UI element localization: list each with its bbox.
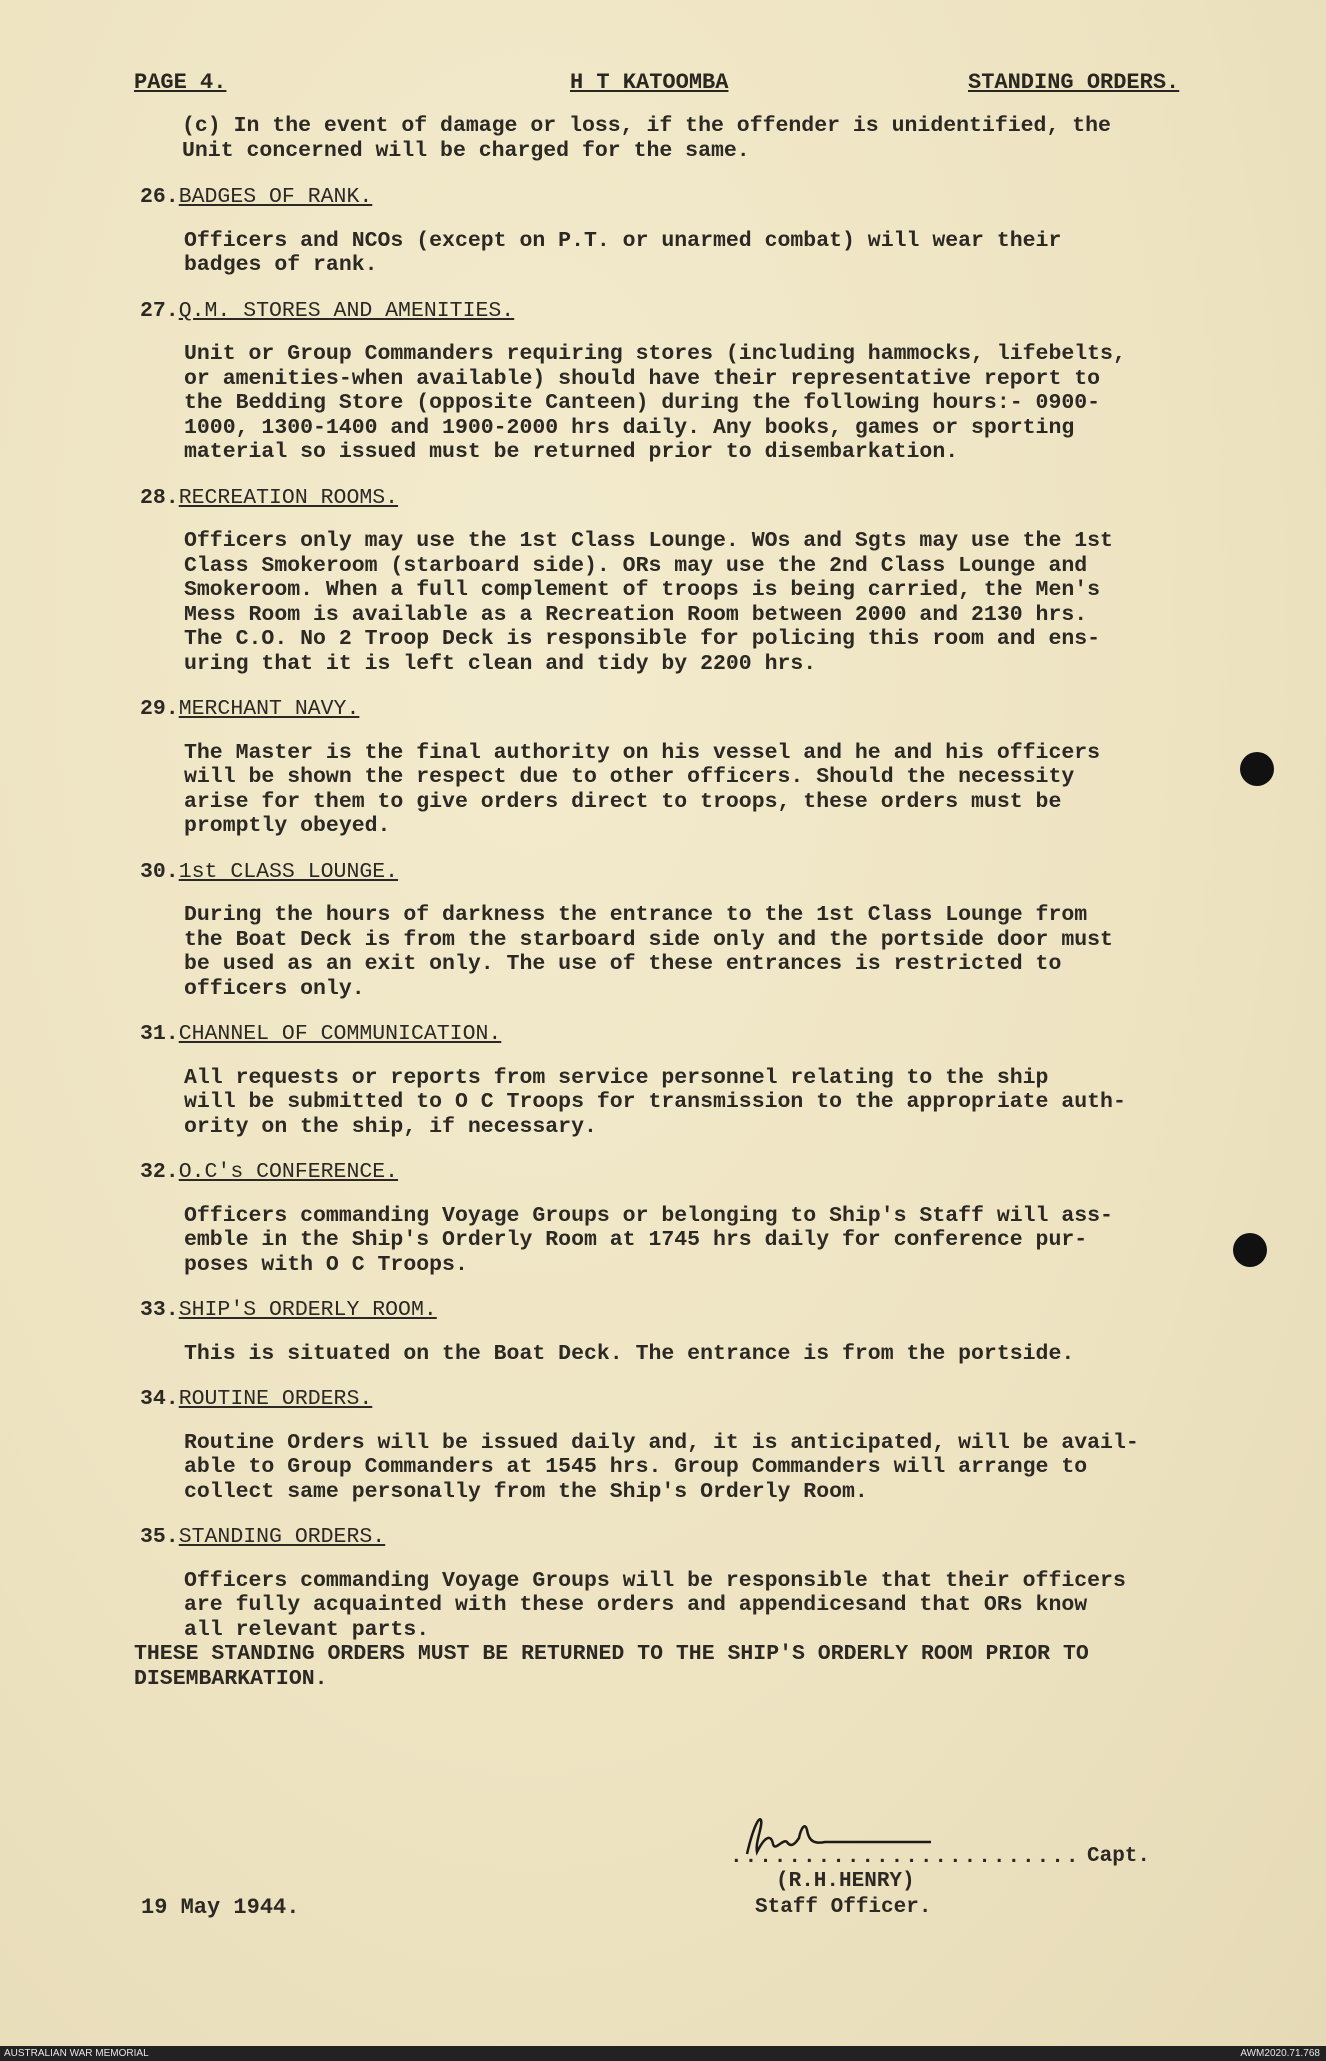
return-notice: THESE STANDING ORDERS MUST BE RETURNED TO THE SHIP'S ORDERLY ROOM PRIOR TO DISEMBARKATION. (134, 1642, 1089, 1691)
section-heading (140, 1022, 1260, 1047)
section-body: Routine Orders will be issued daily and, it is anticipated, will be avail- able to Group Commanders at 1545 hrs. Group Commanders will arrange to collect same personally from the Ship's Orderly Room. (184, 1430, 1139, 1504)
order-section (140, 1298, 1260, 1366)
section-title: RECREATION ROOMS. (178, 485, 399, 510)
section-body: During the hours of darkness the entrance to the 1st Class Lounge from the Boat Deck is from the starboard side only and the portside door must be used as an exit only. The use of these entrances is restricted to officers only. (184, 903, 1113, 1001)
page-header (0, 70, 1326, 100)
section-title: BADGES OF RANK. (178, 185, 373, 209)
order-section (140, 299, 1260, 465)
section-heading (140, 697, 1260, 722)
section-title: O.C's CONFERENCE. (178, 1160, 399, 1184)
signatory-name: (R.H.HENRY) (776, 1870, 915, 1893)
section-body: This is situated on the Boat Deck. The entrance is from the portside. (184, 1341, 1075, 1366)
order-section (140, 1022, 1260, 1139)
section-body: All requests or reports from service personnel relating to the ship will be submitted to O C Troops for transmission to the appropriate auth- ority on the ship, if necessary. (184, 1065, 1126, 1139)
order-section (140, 486, 1260, 677)
section-title: 1st CLASS LOUNGE. (178, 859, 399, 884)
section-body: Officers commanding Voyage Groups will be responsible that their officers are fully acquainted with these orders and appendicesand that ORs know all relevant parts. (184, 1568, 1126, 1642)
section-title: SHIP'S ORDERLY ROOM. (178, 1298, 437, 1322)
orders-body (134, 114, 1260, 1691)
order-section (140, 1525, 1260, 1642)
section-number: 32. (140, 1160, 179, 1184)
section-number: 35. (140, 1525, 179, 1549)
section-number: 33. (140, 1298, 179, 1322)
section-number: 27. (140, 298, 179, 323)
section-body: Unit or Group Commanders requiring stores (including hammocks, lifebelts, or amenities-when available) should have their representative report to the Bedding Store (opposite Canteen) during the following hours:- 0900- 1000, 1300-1400 and 1900-2000 hrs daily. Any books, games or sporting material so issued must be returned prior to disembarkation. (184, 342, 1126, 464)
section-heading (140, 1160, 1260, 1185)
section-number: 29. (140, 697, 179, 721)
order-section (140, 1160, 1260, 1277)
section-number: 34. (140, 1387, 179, 1411)
section-title: MERCHANT NAVY. (178, 697, 360, 721)
signatory-position: Staff Officer. (755, 1896, 932, 1919)
section-body: The Master is the final authority on his vessel and he and his officers will be shown the respect due to other officers. Should the necessity arise for them to give orders direct to troops, these orders must be promptly obeyed. (184, 740, 1101, 838)
ship-name: H T KATOOMBA (570, 70, 729, 95)
section-heading (140, 185, 1260, 210)
section-title: STANDING ORDERS. (178, 1525, 386, 1549)
accession-number: AWM2020.71.768 (1240, 2048, 1320, 2059)
signature-dots: ........................ (730, 1846, 1081, 1869)
section-number: 26. (140, 185, 179, 209)
section-number: 28. (140, 485, 179, 510)
page-number: PAGE 4. (134, 70, 227, 95)
section-number: 31. (140, 1022, 179, 1046)
document-title: STANDING ORDERS. (968, 70, 1180, 95)
section-heading (140, 1525, 1260, 1550)
order-section (140, 697, 1260, 839)
section-number: 30. (140, 859, 179, 884)
section-heading (140, 1387, 1260, 1412)
intro-paragraph: (c) In the event of damage or loss, if the offender is unidentified, the Unit concerned will be charged for the same. (182, 114, 1111, 163)
section-title: Q.M. STORES AND AMENITIES. (178, 298, 515, 323)
section-heading (140, 1298, 1260, 1323)
archive-footer (0, 2046, 1326, 2061)
order-section (140, 185, 1260, 278)
section-body: Officers only may use the 1st Class Lounge. WOs and Sgts may use the 1st Class Smokeroom (starboard side). ORs may use the 2nd Class Lounge and Smokeroom. When a full complement of troops is being carried, the Men's Mess Room is available as a Recreation Room between 2000 and 2130 hrs. The C.O. No 2 Troop Deck is responsible for policing this room and ens- uring that it is left clean and tidy by 2200 hrs. (184, 529, 1113, 676)
signature-rank: Capt. (1087, 1845, 1151, 1868)
section-body: Officers commanding Voyage Groups or belonging to Ship's Staff will ass- emble in the Ship's Orderly Room at 1745 hrs daily for conference pur- poses with O C Troops. (184, 1203, 1113, 1277)
section-body: Officers and NCOs (except on P.T. or unarmed combat) will wear their badges of rank. (184, 228, 1062, 277)
order-section (140, 1387, 1260, 1504)
section-heading (140, 299, 1260, 324)
section-heading (140, 486, 1260, 511)
section-title: CHANNEL OF COMMUNICATION. (178, 1022, 502, 1046)
institution-label: AUSTRALIAN WAR MEMORIAL (4, 2048, 149, 2059)
section-title: ROUTINE ORDERS. (178, 1387, 373, 1411)
section-heading (140, 860, 1260, 885)
order-section (140, 860, 1260, 1002)
document-date: 19 May 1944. (141, 1895, 300, 1920)
